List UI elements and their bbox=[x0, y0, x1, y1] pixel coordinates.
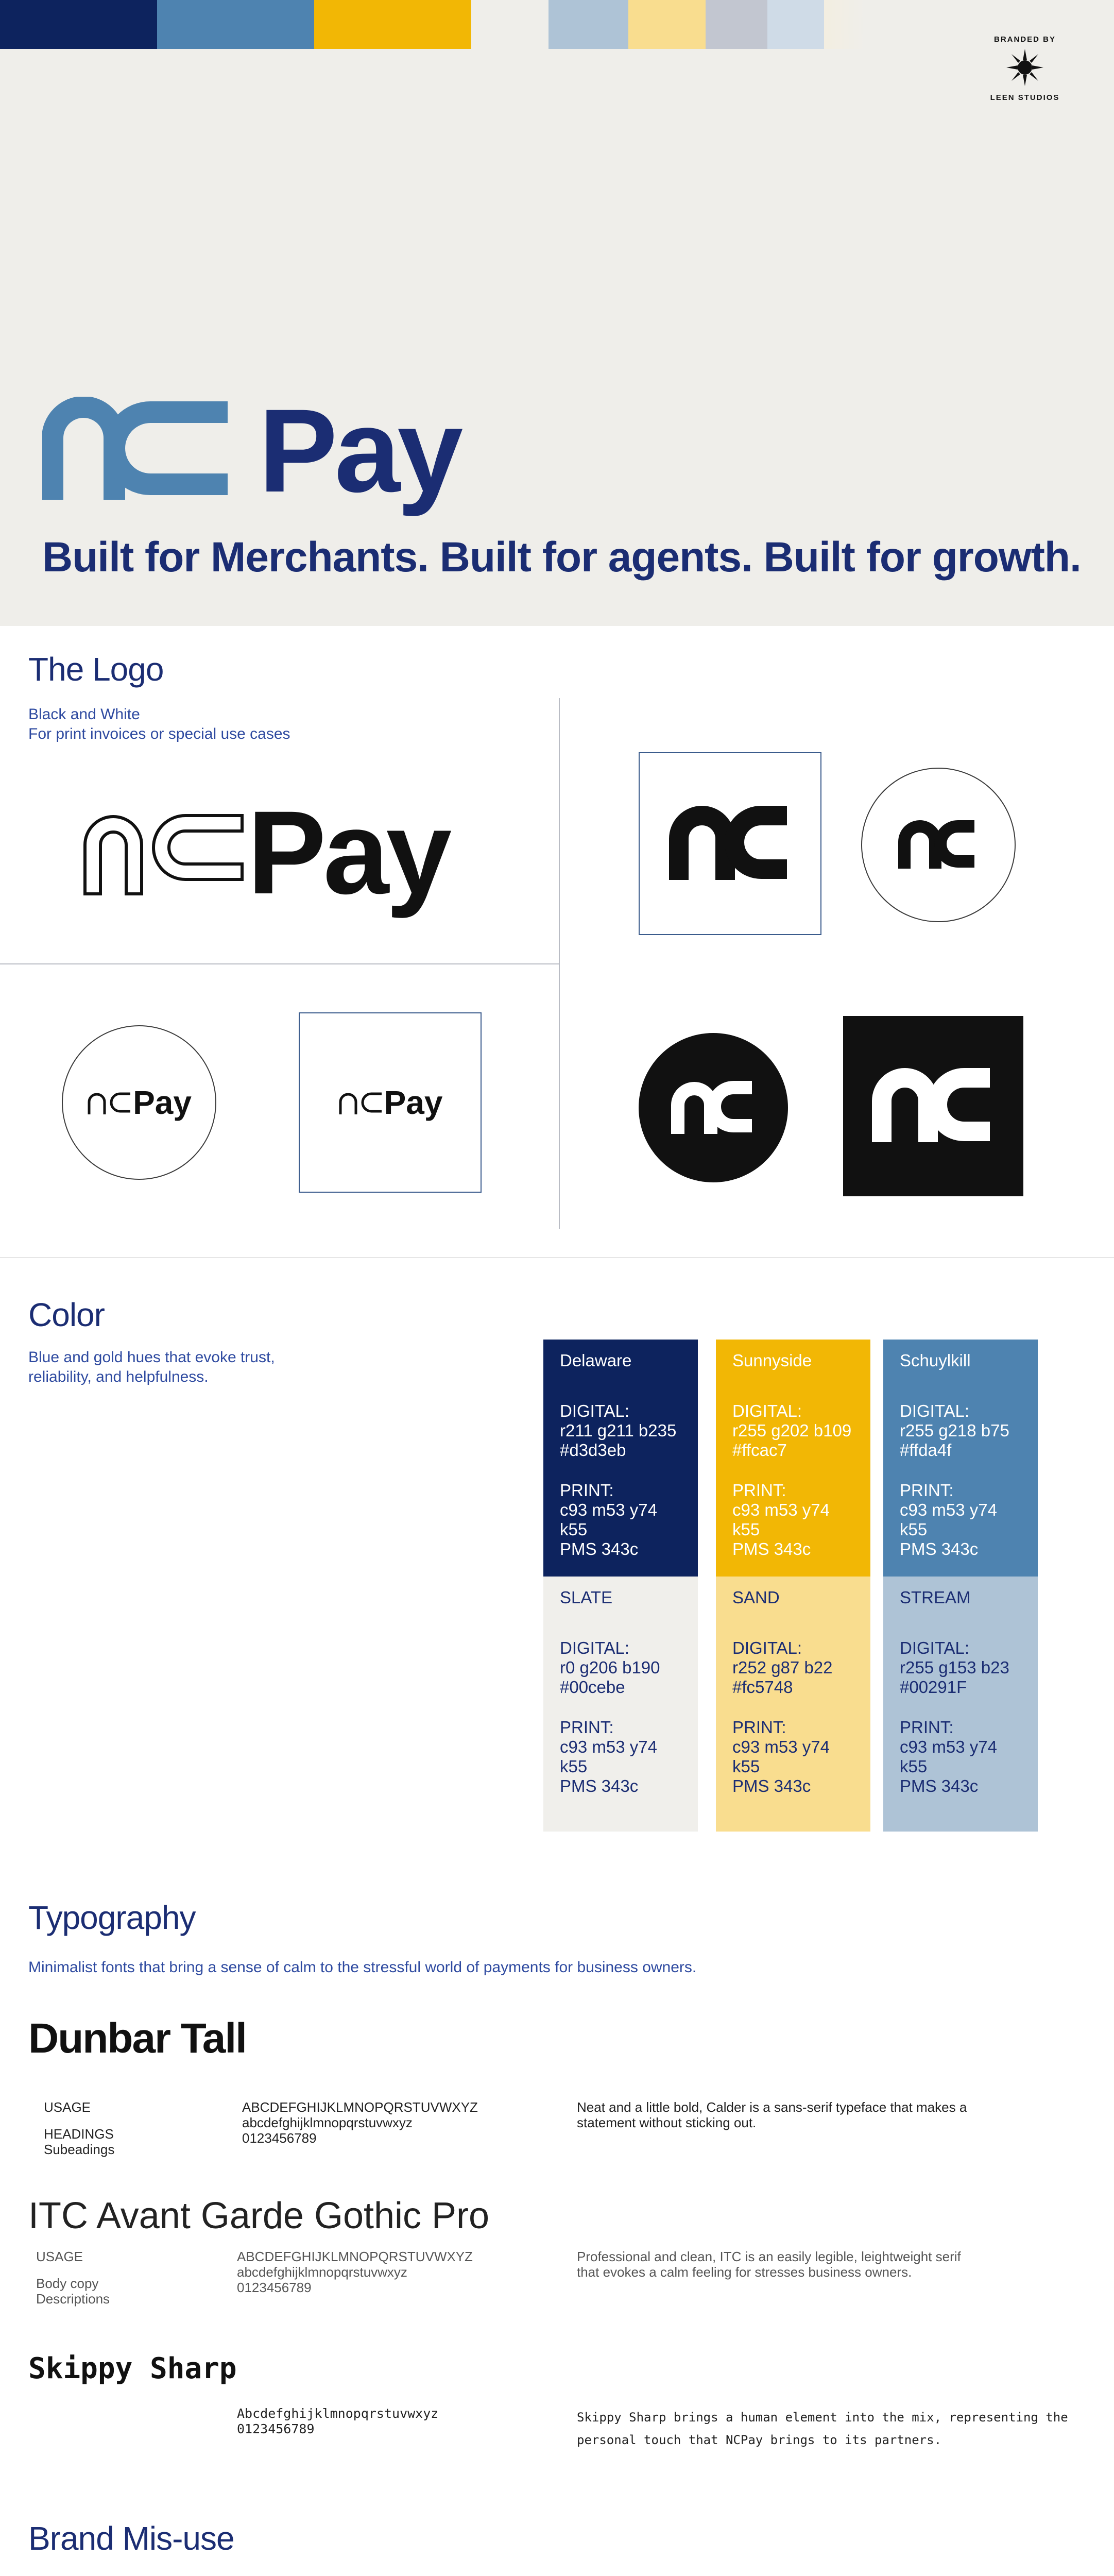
nc-circle-outline bbox=[861, 768, 1016, 922]
nc-mark-outline bbox=[77, 806, 247, 899]
dunbar-usage-3: Subeadings bbox=[44, 2142, 115, 2157]
color-card-print-2: k55 bbox=[900, 1757, 928, 1776]
itc-usage bbox=[36, 2249, 110, 2307]
color-card-schuylkill bbox=[883, 1340, 1038, 1577]
ncpay-square-outline bbox=[299, 1012, 482, 1193]
color-card-print-1: c93 m53 y74 bbox=[900, 1737, 997, 1756]
color-card-delaware bbox=[543, 1340, 698, 1577]
section-divider bbox=[0, 1257, 1114, 1258]
skippy-desc-2: personal touch that NCPay brings to its partners. bbox=[577, 2433, 942, 2447]
color-card-print-label: PRINT: bbox=[732, 1718, 786, 1737]
color-card-digital-2: #ffda4f bbox=[900, 1440, 952, 1460]
color-card-digital-2: #ffcac7 bbox=[732, 1440, 787, 1460]
color-card-digital-label: DIGITAL: bbox=[900, 1638, 970, 1657]
color-card-print-label: PRINT: bbox=[560, 1718, 614, 1737]
nc-mark-black bbox=[669, 805, 792, 883]
color-card-print-3: PMS 343c bbox=[560, 1776, 639, 1795]
typography-title: Typography bbox=[28, 1899, 196, 1936]
nc-mark-logo bbox=[42, 397, 264, 505]
font-name-skippy: Skippy Sharp bbox=[28, 2352, 237, 2385]
color-card-digital-1: r0 g206 b190 bbox=[560, 1658, 660, 1677]
font-name-itc: ITC Avant Garde Gothic Pro bbox=[28, 2195, 490, 2236]
ncpay-small-logo-2 bbox=[338, 1083, 443, 1122]
logo-pay-word: Pay bbox=[259, 384, 460, 517]
skippy-sample bbox=[237, 2406, 438, 2437]
color-card-digital-label: DIGITAL: bbox=[732, 1638, 802, 1657]
color-card-print-2: k55 bbox=[560, 1757, 588, 1776]
nc-mark-white-large bbox=[871, 1067, 995, 1145]
color-card-print-2: k55 bbox=[560, 1520, 588, 1539]
nc-mark-black-small bbox=[897, 819, 980, 871]
itc-usage-2: Body copy bbox=[36, 2276, 99, 2291]
swatch-delaware bbox=[0, 0, 157, 49]
font-name-dunbar: Dunbar Tall bbox=[28, 2015, 246, 2062]
color-subtitle-1: Blue and gold hues that evoke trust, bbox=[28, 1349, 275, 1366]
color-card-print-2: k55 bbox=[732, 1520, 760, 1539]
color-card-digital-2: #fc5748 bbox=[732, 1677, 793, 1697]
color-card-print-3: PMS 343c bbox=[732, 1776, 811, 1795]
ncpay-circle-pay: Pay bbox=[133, 1084, 192, 1121]
nc-mark-white bbox=[670, 1079, 757, 1136]
color-card-digital-label: DIGITAL: bbox=[900, 1401, 970, 1420]
color-card-print-2: k55 bbox=[900, 1520, 928, 1539]
misuse-title: Brand Mis-use bbox=[28, 2520, 234, 2557]
color-card-print-3: PMS 343c bbox=[900, 1776, 979, 1795]
swatch-light-blue bbox=[767, 0, 824, 49]
nc-square-outline bbox=[639, 752, 821, 935]
color-card-digital-2: #00291F bbox=[900, 1677, 967, 1697]
ncpay-square-pay: Pay bbox=[384, 1084, 443, 1121]
color-card-digital-2: #d3d3eb bbox=[560, 1440, 626, 1460]
color-card-spacer bbox=[900, 1697, 1021, 1718]
color-card-digital-label: DIGITAL: bbox=[560, 1638, 630, 1657]
color-card-stream bbox=[883, 1577, 1038, 1832]
color-card-digital-1: r255 g202 b109 bbox=[732, 1421, 852, 1440]
color-card-spacer bbox=[560, 1697, 681, 1718]
itc-usage-3: Descriptions bbox=[36, 2291, 110, 2307]
logo-subtitle-1: Black and White bbox=[28, 706, 140, 723]
skippy-desc-1: Skippy Sharp brings a human element into the mix, representing the bbox=[577, 2410, 1068, 2425]
itc-desc-1: Professional and clean, ITC is an easily legible, leightweight serif bbox=[577, 2249, 961, 2264]
starburst-icon bbox=[1004, 47, 1046, 88]
color-card-sand bbox=[716, 1577, 870, 1832]
dunbar-desc-2: statement without sticking out. bbox=[577, 2115, 757, 2130]
swatch-stream bbox=[549, 0, 628, 49]
color-card-print-2: k55 bbox=[732, 1757, 760, 1776]
nc-mark-small-outline bbox=[87, 1090, 133, 1115]
color-card-name: Schuylkill bbox=[900, 1351, 971, 1370]
color-card-name: SAND bbox=[732, 1588, 780, 1607]
itc-usage-label: USAGE bbox=[36, 2249, 83, 2264]
hero-tagline: Built for Merchants. Built for agents. Built for growth. bbox=[42, 534, 1081, 581]
ncpay-logo-outline bbox=[77, 786, 449, 919]
itc-sample bbox=[237, 2249, 473, 2295]
color-card-print-label: PRINT: bbox=[732, 1481, 786, 1500]
color-subtitle-2: reliability, and helpfulness. bbox=[28, 1368, 209, 1385]
logo-divider-vertical bbox=[559, 698, 560, 1229]
color-card-print-1: c93 m53 y74 bbox=[560, 1500, 657, 1519]
color-card-print-1: c93 m53 y74 bbox=[732, 1500, 830, 1519]
color-card-digital-1: r252 g87 b22 bbox=[732, 1658, 833, 1677]
color-card-name: STREAM bbox=[900, 1588, 971, 1607]
color-card-name: Delaware bbox=[560, 1351, 632, 1370]
nc-black-square bbox=[843, 1016, 1023, 1196]
badge-top-text: BRANDED BY bbox=[993, 35, 1056, 44]
logo-divider-horizontal bbox=[0, 963, 559, 964]
nc-black-circle bbox=[639, 1033, 788, 1182]
color-card-spacer bbox=[732, 1460, 854, 1481]
color-card-sunnyside bbox=[716, 1340, 870, 1577]
color-card-name: SLATE bbox=[560, 1588, 613, 1607]
itc-desc bbox=[577, 2249, 961, 2280]
logo-section-title: The Logo bbox=[28, 651, 164, 688]
color-card-digital-label: DIGITAL: bbox=[732, 1401, 802, 1420]
badge-bottom-text: LEEN STUDIOS bbox=[990, 93, 1060, 102]
itc-lower: abcdefghijklmnopqrstuvwxyz bbox=[237, 2264, 407, 2280]
skippy-desc bbox=[577, 2406, 1068, 2451]
ncpay-small-logo bbox=[87, 1083, 192, 1122]
color-card-digital-1: r211 g211 b235 bbox=[560, 1421, 677, 1440]
itc-upper: ABCDEFGHIJKLMNOPQRSTUVWXYZ bbox=[237, 2249, 473, 2264]
dunbar-desc-1: Neat and a little bold, Calder is a sans-serif typeface that makes a bbox=[577, 2099, 967, 2115]
color-card-print-label: PRINT: bbox=[560, 1481, 614, 1500]
color-card-print-1: c93 m53 y74 bbox=[732, 1737, 830, 1756]
hero-section bbox=[0, 0, 1114, 626]
dunbar-upper: ABCDEFGHIJKLMNOPQRSTUVWXYZ bbox=[242, 2099, 478, 2115]
swatch-fade bbox=[824, 0, 865, 49]
color-card-digital-2: #00cebe bbox=[560, 1677, 625, 1697]
color-card-print-3: PMS 343c bbox=[732, 1539, 811, 1558]
color-card-name: Sunnyside bbox=[732, 1351, 812, 1370]
color-section-title: Color bbox=[28, 1296, 105, 1333]
color-card-print-label: PRINT: bbox=[900, 1481, 954, 1500]
ncpay-logo-hero bbox=[42, 384, 460, 517]
skippy-lower: Abcdefghijklmnopqrstuvwxyz bbox=[237, 2406, 439, 2421]
dunbar-desc bbox=[577, 2099, 967, 2130]
skippy-digits: 0123456789 bbox=[237, 2421, 315, 2436]
color-card-slate bbox=[543, 1577, 698, 1832]
dunbar-digits: 0123456789 bbox=[242, 2130, 317, 2146]
color-card-print-3: PMS 343c bbox=[900, 1539, 979, 1558]
dunbar-lower: abcdefghijklmnopqrstuvwxyz bbox=[242, 2115, 413, 2130]
logo-subtitle-2: For print invoices or special use cases bbox=[28, 725, 290, 742]
color-card-digital-1: r255 g218 b75 bbox=[900, 1421, 1009, 1440]
dunbar-usage bbox=[44, 2099, 114, 2157]
color-card-print-3: PMS 343c bbox=[560, 1539, 639, 1558]
nc-mark-small-outline-2 bbox=[338, 1090, 384, 1115]
color-card-digital-1: r255 g153 b23 bbox=[900, 1658, 1009, 1677]
ncpay-circle-outline bbox=[62, 1025, 216, 1180]
color-card-digital-label: DIGITAL: bbox=[560, 1401, 630, 1420]
logo-outline-pay: Pay bbox=[247, 786, 449, 919]
color-card-print-1: c93 m53 y74 bbox=[560, 1737, 657, 1756]
typography-subtitle: Minimalist fonts that bring a sense of calm to the stressful world of payments for business owners. bbox=[28, 1959, 697, 1976]
color-card-spacer bbox=[900, 1460, 1021, 1481]
itc-desc-2: that evokes a calm feeling for stresses business owners. bbox=[577, 2264, 912, 2280]
color-card-spacer bbox=[560, 1460, 681, 1481]
studio-badge bbox=[986, 35, 1064, 123]
swatch-sunnyside bbox=[314, 0, 471, 49]
dunbar-usage-2: HEADINGS bbox=[44, 2126, 114, 2142]
itc-digits: 0123456789 bbox=[237, 2280, 312, 2295]
swatch-grey bbox=[706, 0, 767, 49]
swatch-schuylkill bbox=[157, 0, 314, 49]
color-card-print-1: c93 m53 y74 bbox=[900, 1500, 997, 1519]
swatch-sand bbox=[628, 0, 706, 49]
dunbar-usage-label: USAGE bbox=[44, 2099, 91, 2115]
dunbar-sample bbox=[242, 2099, 478, 2146]
color-card-print-label: PRINT: bbox=[900, 1718, 954, 1737]
color-card-spacer bbox=[732, 1697, 854, 1718]
